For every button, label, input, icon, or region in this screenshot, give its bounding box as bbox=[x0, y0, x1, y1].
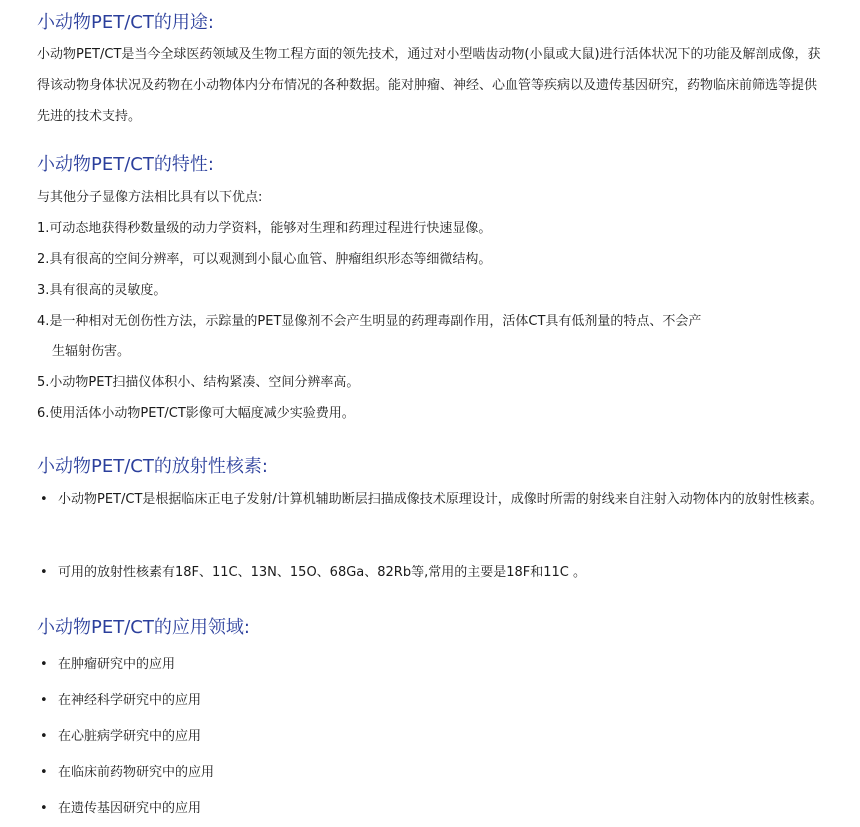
nuclides-bullet-text: 可用的放射性核素有18F、11C、13N、15O、68Ga、82Rb等,常用的主要是18F和11C 。 bbox=[58, 565, 586, 580]
feature-item-3: 3.具有很高的灵敏度。 bbox=[37, 283, 167, 298]
feature-item-4: 4.是一种相对无创伤性方法，示踪量的PET显像剂不会产生明显的药理毒副作用，活体CT具有低剂量的特点、不会产 bbox=[37, 314, 702, 329]
applications-bullet-text: 在临床前药物研究中的应用 bbox=[58, 765, 215, 780]
section-title-features: 小动物PET/CT的特性: bbox=[37, 154, 214, 175]
features-intro: 与其他分子显像方法相比具有以下优点: bbox=[37, 190, 263, 205]
feature-item-6: 6.使用活体小动物PET/CT影像可大幅度减少实验费用。 bbox=[37, 406, 355, 421]
feature-item-1: 1.可动态地获得秒数量级的动力学资料，能够对生理和药理过程进行快速显像。 bbox=[37, 221, 492, 236]
section-title-nuclides: 小动物PET/CT的放射性核素: bbox=[37, 456, 268, 477]
applications-bullet-text: 在肿瘤研究中的应用 bbox=[58, 657, 176, 672]
applications-bullet-text: 在神经科学研究中的应用 bbox=[58, 693, 202, 708]
feature-item-4-continued: 生辐射伤害。 bbox=[52, 344, 131, 359]
bullet-icon: • bbox=[40, 657, 48, 672]
section-title-usage: 小动物PET/CT的用途: bbox=[37, 12, 214, 33]
section-title-applications: 小动物PET/CT的应用领域: bbox=[37, 617, 250, 638]
bullet-icon: • bbox=[40, 565, 48, 580]
nuclides-bullet-1 bbox=[40, 484, 830, 515]
applications-bullet-text: 在心脏病学研究中的应用 bbox=[58, 729, 202, 744]
bullet-icon: • bbox=[40, 729, 48, 744]
applications-bullet-1 bbox=[40, 649, 830, 680]
feature-item-2: 2.具有很高的空间分辨率，可以观测到小鼠心血管、肿瘤组织形态等细微结构。 bbox=[37, 252, 492, 267]
usage-paragraph: 小动物PET/CT是当今全球医药领域及生物工程方面的领先技术，通过对小型啮齿动物(小鼠或大鼠)进行活体状况下的功能及解剖成像，获得该动物身体状况及药物在小动物体内分布情况的各种数据。能对肿瘤、神经、心血管等疾病以及遗传基因研究，药物临床前筛选等提供先进的技术支持。 bbox=[37, 47, 821, 124]
bullet-icon: • bbox=[40, 801, 48, 816]
bullet-icon: • bbox=[40, 765, 48, 780]
bullet-icon: • bbox=[40, 492, 48, 507]
applications-bullet-3 bbox=[40, 721, 830, 752]
applications-bullet-text: 在遗传基因研究中的应用 bbox=[58, 801, 202, 816]
applications-bullet-5 bbox=[40, 793, 830, 824]
bullet-icon: • bbox=[40, 693, 48, 708]
applications-bullet-4 bbox=[40, 757, 830, 788]
nuclides-bullet-2 bbox=[40, 557, 830, 588]
feature-item-5: 5.小动物PET扫描仪体积小、结构紧凑、空间分辨率高。 bbox=[37, 375, 360, 390]
applications-bullet-2 bbox=[40, 685, 830, 716]
nuclides-bullet-text: 小动物PET/CT是根据临床正电子发射/计算机辅助断层扫描成像技术原理设计，成像时所需的射线来自注射入动物体内的放射性核素。 bbox=[58, 492, 823, 507]
